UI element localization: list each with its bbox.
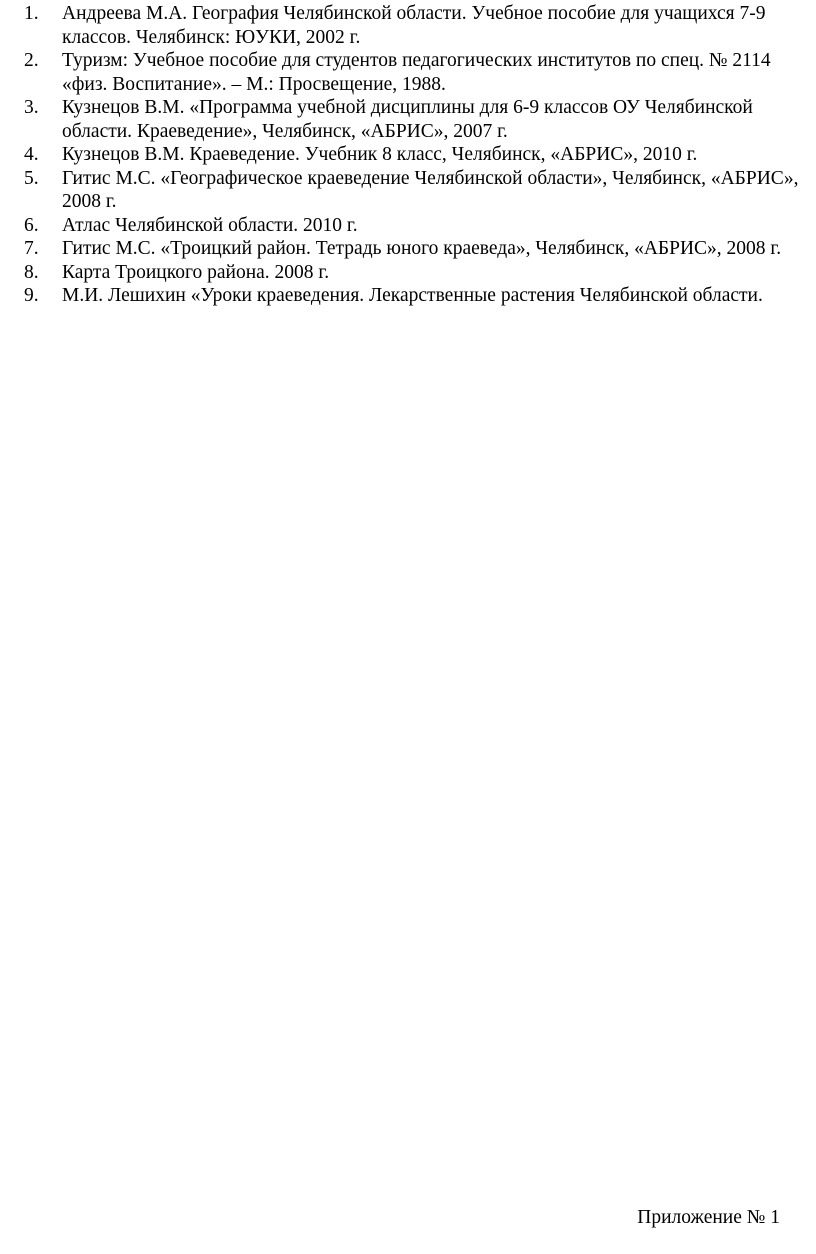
list-item-number: 5. <box>24 167 39 189</box>
list-item-text: Туризм: Учебное пособие для студентов педагогических институтов по спец. № 2114 «физ. Воспитание». – М.: Просвещение, 1988. <box>62 50 771 95</box>
list-item-number: 2. <box>24 50 39 71</box>
list-item <box>24 237 814 261</box>
list-item <box>24 167 814 214</box>
list-item-number: 9. <box>24 285 39 306</box>
list-item-number: 4. <box>24 144 39 165</box>
list-item <box>24 284 814 308</box>
list-item-number: 3. <box>24 97 39 118</box>
list-item-number: 8. <box>24 261 39 283</box>
list-item <box>24 96 814 143</box>
list-item <box>24 49 814 96</box>
list-item-number: 6. <box>24 214 39 236</box>
list-item-text: Карта Троицкого района. 2008 г. <box>62 261 330 283</box>
list-item-text: М.И. Лешихин «Уроки краеведения. Лекарственные растения Челябинской области. <box>62 285 763 306</box>
list-item-text: Атлас Челябинской области. 2010 г. <box>62 214 358 236</box>
list-item-number: 7. <box>24 238 39 259</box>
list-item-text: Кузнецов В.М. «Программа учебной дисциплины для 6-9 классов ОУ Челябинской области. Краеведение», Челябинск, «АБРИС», 2007 г. <box>62 97 753 142</box>
list-item <box>24 2 814 49</box>
list-item-text: Кузнецов В.М. Краеведение. Учебник 8 класс, Челябинск, «АБРИС», 2010 г. <box>62 144 698 165</box>
list-item-text: Гитис М.С. «Троицкий район. Тетрадь юного краеведа», Челябинск, «АБРИС», 2008 г. <box>62 238 782 259</box>
list-item <box>24 214 814 238</box>
list-item-text: Гитис М.С. «Географическое краеведение Челябинской области», Челябинск, «АБРИС», 2008 г. <box>62 167 799 212</box>
list-item <box>24 261 814 285</box>
list-item <box>24 143 814 167</box>
list-item-text: Андреева М.А. География Челябинской области. Учебное пособие для учащихся 7-9 классов. Челябинск: ЮУКИ, 2002 г. <box>62 3 766 48</box>
list-item-number: 1. <box>24 3 39 24</box>
appendix-label: Приложение № 1 <box>637 1207 780 1228</box>
reference-list <box>24 2 814 308</box>
